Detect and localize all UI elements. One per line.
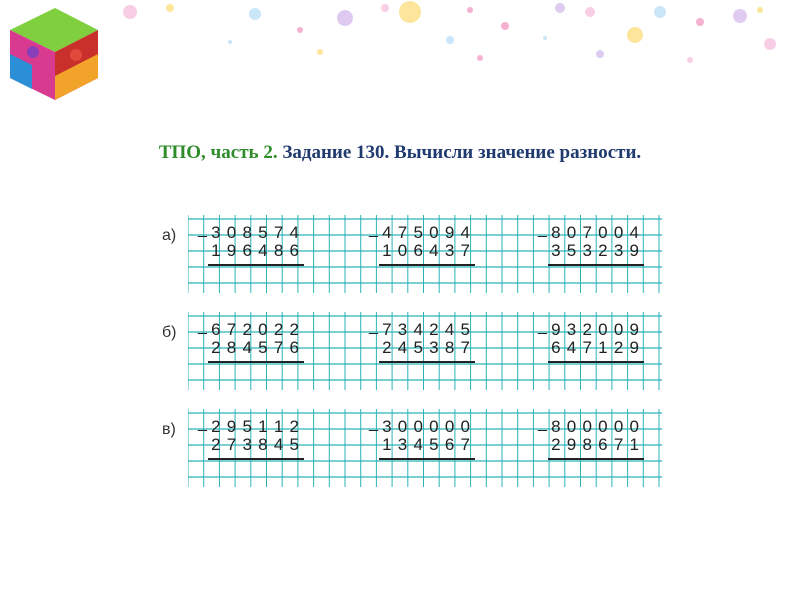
- subtrahend-number: [548, 433, 642, 456]
- digit: 1: [382, 241, 392, 260]
- digit: 0: [429, 417, 439, 436]
- digit: 2: [289, 320, 300, 339]
- confetti-dot: [543, 36, 547, 40]
- digit: 7: [460, 435, 471, 454]
- digit: 2: [382, 338, 392, 357]
- minus-sign: _: [538, 221, 547, 238]
- confetti-dot: [501, 22, 509, 30]
- puzzle-cube-icon: [0, 0, 110, 110]
- digit: 2: [211, 417, 221, 436]
- digit: 9: [226, 241, 237, 260]
- digit: 1: [258, 417, 268, 436]
- digit: 1: [382, 435, 392, 454]
- confetti-dot: [596, 50, 604, 58]
- title-part-label: ТПО, часть 2.: [158, 142, 278, 163]
- digit: 2: [582, 320, 592, 339]
- digit: 3: [397, 320, 408, 339]
- digit: 8: [551, 223, 561, 242]
- digit: 6: [444, 435, 455, 454]
- digit: 0: [613, 417, 624, 436]
- result-line: [208, 264, 304, 266]
- result-line: [548, 361, 644, 363]
- subtrahend-number: [208, 239, 302, 262]
- digit: 7: [613, 435, 624, 454]
- minus-sign: _: [538, 415, 547, 432]
- digit: 7: [382, 320, 392, 339]
- confetti-dot: [585, 7, 595, 17]
- confetti-dot: [166, 4, 174, 12]
- digit: 1: [629, 435, 640, 454]
- result-line: [379, 361, 475, 363]
- confetti-dot: [317, 49, 323, 55]
- digit: 7: [226, 435, 237, 454]
- digit: 4: [444, 320, 455, 339]
- minus-sign: _: [198, 221, 207, 238]
- digit: 3: [582, 241, 592, 260]
- digit: 0: [413, 417, 423, 436]
- digit: 5: [413, 223, 423, 242]
- digit: 0: [566, 223, 577, 242]
- digit: 7: [582, 338, 592, 357]
- digit: 1: [273, 417, 284, 436]
- digit: 9: [226, 417, 237, 436]
- digit: 9: [629, 320, 640, 339]
- exercise-row: [188, 409, 662, 487]
- confetti-dot: [687, 57, 693, 63]
- digit: 0: [444, 417, 455, 436]
- digit: 6: [211, 320, 221, 339]
- digit: 4: [397, 338, 408, 357]
- digit: 4: [382, 223, 392, 242]
- digit: 3: [551, 241, 561, 260]
- digit: 7: [273, 223, 284, 242]
- digit: 9: [629, 338, 640, 357]
- minus-sign: _: [538, 318, 547, 335]
- exercise-row: [188, 215, 662, 293]
- digit: 6: [289, 241, 300, 260]
- subtrahend-number: [548, 239, 642, 262]
- digit: 5: [242, 417, 252, 436]
- confetti-dot: [399, 1, 421, 23]
- digit: 2: [273, 320, 284, 339]
- result-line: [548, 264, 644, 266]
- digit: 7: [460, 338, 471, 357]
- digit: 9: [551, 320, 561, 339]
- digit: 3: [211, 223, 221, 242]
- digit: 1: [211, 241, 221, 260]
- confetti-dot: [477, 55, 483, 61]
- digit: 3: [429, 338, 439, 357]
- confetti-dot: [627, 27, 643, 43]
- digit: 5: [429, 435, 439, 454]
- subtrahend-number: [548, 336, 642, 359]
- digit: 8: [551, 417, 561, 436]
- subtrahend-number: [208, 336, 302, 359]
- digit: 5: [289, 435, 300, 454]
- title-task-text: Задание 130. Вычисли значение разности.: [282, 142, 642, 163]
- result-line: [379, 264, 475, 266]
- digit: 5: [258, 338, 268, 357]
- digit: 6: [289, 338, 300, 357]
- minus-sign: _: [369, 221, 378, 238]
- confetti-dot: [764, 38, 776, 50]
- digit: 3: [613, 241, 624, 260]
- digit: 0: [582, 417, 592, 436]
- confetti-dot: [757, 7, 763, 13]
- digit: 0: [598, 320, 608, 339]
- digit: 4: [413, 320, 423, 339]
- minus-sign: _: [198, 318, 207, 335]
- digit: 4: [629, 223, 640, 242]
- result-line: [208, 361, 304, 363]
- digit: 1: [598, 338, 608, 357]
- digit: 7: [460, 241, 471, 260]
- digit: 0: [598, 417, 608, 436]
- digit: 4: [413, 435, 423, 454]
- digit: 7: [273, 338, 284, 357]
- confetti-dot: [123, 5, 137, 19]
- digit: 8: [444, 338, 455, 357]
- confetti-dot: [297, 27, 303, 33]
- digit: 2: [613, 338, 624, 357]
- digit: 0: [613, 320, 624, 339]
- digit: 0: [397, 241, 408, 260]
- confetti-dot: [467, 7, 473, 13]
- digit: 0: [258, 320, 268, 339]
- digit: 0: [397, 417, 408, 436]
- subtrahend-number: [379, 336, 473, 359]
- row-label: в): [162, 421, 176, 438]
- digit: 9: [566, 435, 577, 454]
- digit: 3: [397, 435, 408, 454]
- digit: 7: [226, 320, 237, 339]
- digit: 4: [273, 435, 284, 454]
- confetti-dot: [654, 6, 666, 18]
- subtrahend-number: [379, 239, 473, 262]
- digit: 0: [598, 223, 608, 242]
- digit: 8: [273, 241, 284, 260]
- digit: 9: [629, 241, 640, 260]
- digit: 6: [598, 435, 608, 454]
- confetti-dot: [696, 18, 704, 26]
- digit: 7: [397, 223, 408, 242]
- exercise-row: [188, 312, 662, 390]
- digit: 3: [242, 435, 252, 454]
- digit: 0: [566, 417, 577, 436]
- digit: 6: [551, 338, 561, 357]
- digit: 0: [629, 417, 640, 436]
- digit: 2: [598, 241, 608, 260]
- subtrahend-number: [379, 433, 473, 456]
- confetti-dot: [733, 9, 747, 23]
- page-title: [0, 142, 800, 164]
- minus-sign: _: [369, 415, 378, 432]
- digit: 5: [258, 223, 268, 242]
- result-line: [548, 458, 644, 460]
- digit: 3: [382, 417, 392, 436]
- digit: 2: [242, 320, 252, 339]
- digit: 7: [582, 223, 592, 242]
- digit: 9: [444, 223, 455, 242]
- digit: 8: [242, 223, 252, 242]
- confetti-dot: [555, 3, 565, 13]
- digit: 0: [613, 223, 624, 242]
- confetti-dot: [381, 4, 389, 12]
- minus-sign: _: [198, 415, 207, 432]
- digit: 5: [566, 241, 577, 260]
- digit: 2: [289, 417, 300, 436]
- digit: 6: [413, 241, 423, 260]
- digit: 2: [211, 338, 221, 357]
- digit: 0: [226, 223, 237, 242]
- minus-sign: _: [369, 318, 378, 335]
- digit: 4: [429, 241, 439, 260]
- digit: 5: [413, 338, 423, 357]
- row-label: а): [162, 227, 177, 244]
- digit: 8: [258, 435, 268, 454]
- confetti-dot: [228, 40, 232, 44]
- result-line: [379, 458, 475, 460]
- digit: 4: [289, 223, 300, 242]
- digit: 2: [429, 320, 439, 339]
- digit: 8: [226, 338, 237, 357]
- digit: 3: [566, 320, 577, 339]
- confetti-dot: [337, 10, 353, 26]
- result-line: [208, 458, 304, 460]
- confetti-dot: [446, 36, 454, 44]
- digit: 3: [444, 241, 455, 260]
- digit: 4: [242, 338, 252, 357]
- digit: 0: [429, 223, 439, 242]
- row-label: б): [162, 324, 177, 341]
- digit: 2: [211, 435, 221, 454]
- digit: 4: [566, 338, 577, 357]
- digit: 8: [582, 435, 592, 454]
- confetti-dot: [249, 8, 261, 20]
- digit: 2: [551, 435, 561, 454]
- digit: 0: [460, 417, 471, 436]
- digit: 6: [242, 241, 252, 260]
- digit: 4: [460, 223, 471, 242]
- confetti-decoration: [0, 0, 800, 80]
- digit: 5: [460, 320, 471, 339]
- digit: 4: [258, 241, 268, 260]
- subtrahend-number: [208, 433, 302, 456]
